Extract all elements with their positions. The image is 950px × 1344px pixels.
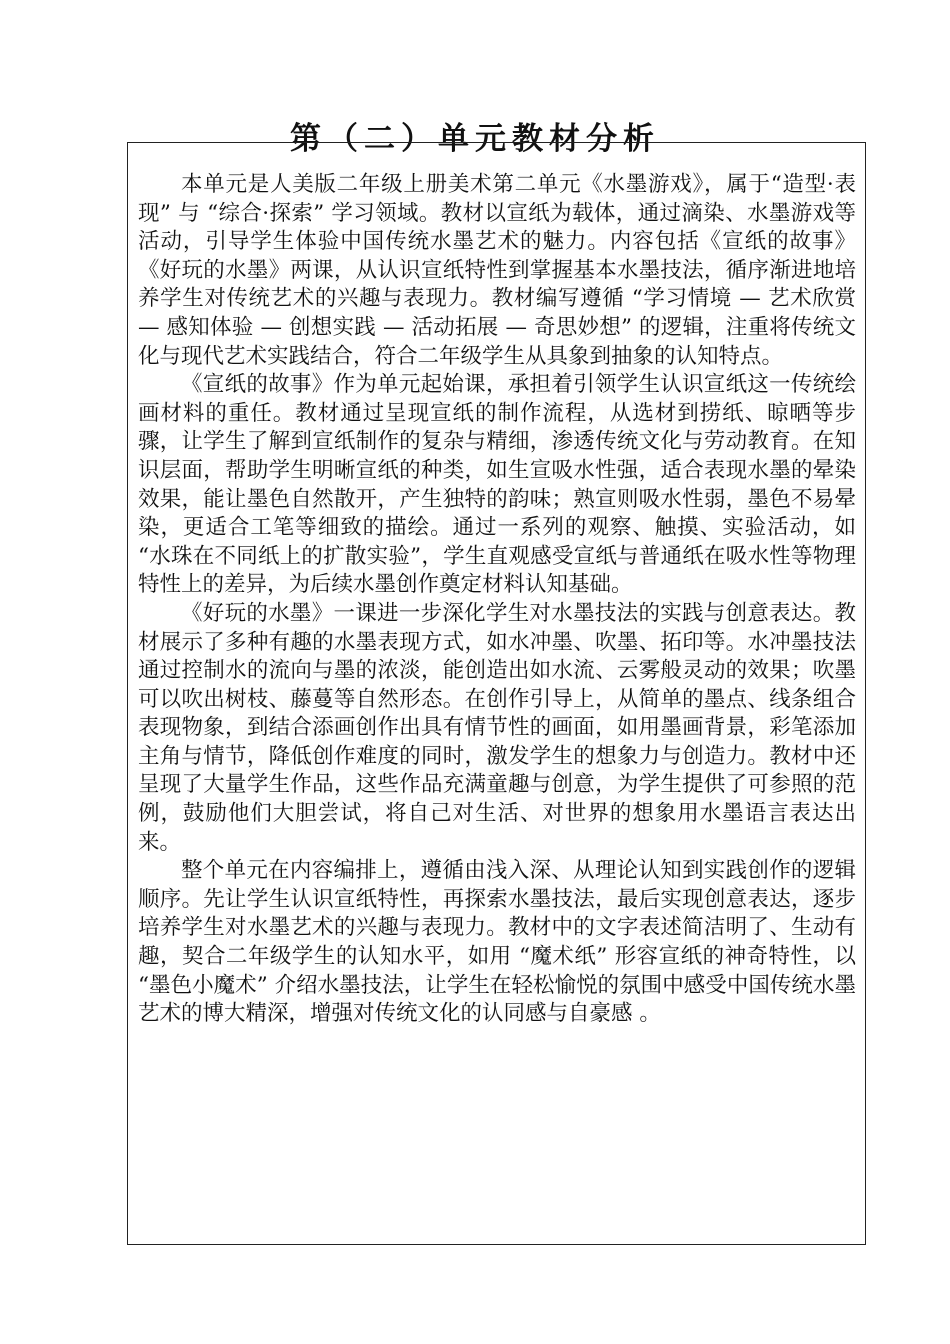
paragraph-xuanzhi-story: 《宣纸的故事》作为单元起始课，承担着引领学生认识宣纸这一传统绘画材料的重任。教材通过呈现宣纸的制作流程，从选材到捞纸、晾晒等步骤，让学生了解到宣纸制作的复杂与精细，渗透传统文化与劳动教育。在知识层面，帮助学生明晰宣纸的种类，如生宣吸水性强，适合表现水墨的晕染效果，能让墨色自然散开，产生独特的韵味；熟宣则吸水性弱，墨色不易晕染，更适合工笔等细致的描绘。通过一系列的观察、触摸、实验活动，如 “水珠在不同纸上的扩散实验”，学生直观感受宣纸与普通纸在吸水性等物理特性上的差异，为后续水墨创作奠定材料认知基础。: [138, 372, 856, 598]
paragraph-intro: 本单元是人美版二年级上册美术第二单元《水墨游戏》，属于“造型·表现” 与 “综合·探索” 学习领域。教材以宣纸为载体，通过滴染、水墨游戏等活动，引导学生体验中国传统水墨艺术的魅力。内容包括《宣纸的故事》《好玩的水墨》两课，从认识宣纸特性到掌握基本水墨技法，循序渐进地培养学生对传统艺术的兴趣与表现力。教材编写遵循 “学习情境 — 艺术欣赏 — 感知体验 — 创想实践 — 活动拓展 — 奇思妙想” 的逻辑，注重将传统文化与现代艺术实践结合，符合二年级学生从具象到抽象的认知特点。: [138, 172, 856, 369]
paragraph-summary: 整个单元在内容编排上，遵循由浅入深、从理论认知到实践创作的逻辑顺序。先让学生认识宣纸特性，再探索水墨技法，最后实现创意表达，逐步培养学生对水墨艺术的兴趣与表现力。教材中的文字表述简洁明了、生动有趣，契合二年级学生的认知水平，如用 “魔术纸” 形容宣纸的神奇特性，以 “墨色小魔术” 介绍水墨技法，让学生在轻松愉悦的氛围中感受中国传统水墨艺术的博大精深，增强对传统文化的认同感与自豪感 。: [138, 858, 856, 1027]
page-title: 第（二）单元教材分析: [290, 120, 660, 157]
body-text: [138, 171, 856, 1029]
content-box: [127, 142, 866, 1245]
paragraph-fun-ink: 《好玩的水墨》一课进一步深化学生对水墨技法的实践与创意表达。教材展示了多种有趣的水墨表现方式，如水冲墨、吹墨、拓印等。水冲墨技法通过控制水的流向与墨的浓淡，能创造出如水流、云雾般灵动的效果；吹墨可以吹出树枝、藤蔓等自然形态。在创作引导上，从简单的墨点、线条组合表现物象，到结合添画创作出具有情节性的画面，如用墨画背景，彩笔添加主角与情节，降低创作难度的同时，激发学生的想象力与创造力。教材中还呈现了大量学生作品，这些作品充满童趣与创意，为学生提供了可参照的范例，鼓励他们大胆尝试，将自己对生活、对世界的想象用水墨语言表达出来。: [138, 600, 856, 855]
